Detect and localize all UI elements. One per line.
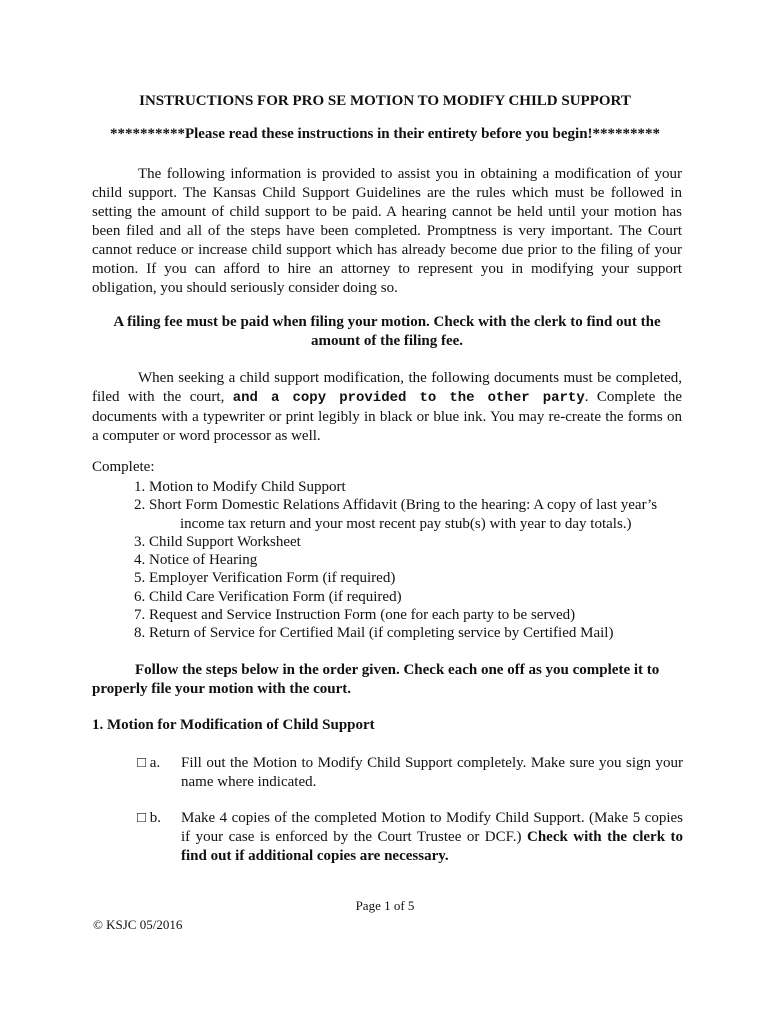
- checklist-item-text: Fill out the Motion to Modify Child Support completely. Make sure you sign your name where indicated.: [181, 755, 683, 790]
- document-title: INSTRUCTIONS FOR PRO SE MOTION TO MODIFY CHILD SUPPORT: [139, 93, 631, 109]
- section-heading-motion: 1. Motion for Modification of Child Support: [92, 717, 375, 733]
- complete-label: Complete:: [92, 459, 155, 475]
- copyright-notice: © KSJC 05/2016: [93, 917, 183, 932]
- checklist-item-b: [137, 809, 683, 866]
- filing-fee-notice: A filing fee must be paid when filing your motion. Check with the clerk to find out the amount of the filing fee.: [113, 314, 661, 349]
- documents-paragraph-part1: When seeking a child support modification, the following documents must be completed, filed with the court,: [92, 370, 682, 405]
- checkbox-marker[interactable]: □ b.: [137, 810, 162, 826]
- checklist-item-text: Make 4 copies of the completed Motion to Modify Child Support. (Make 5 copies if your case is enforced by the Court Trustee or DCF.): [181, 810, 683, 845]
- page-number: Page 1 of 5: [355, 898, 415, 913]
- checklist-item-a: [137, 754, 683, 792]
- list-item: 5. Employer Verification Form (if required): [134, 570, 396, 587]
- list-item: 8. Return of Service for Certified Mail (if completing service by Certified Mail): [134, 625, 614, 642]
- steps-intro: Follow the steps below in the order given. Check each one off as you complete it to properly file your motion with the court.: [92, 662, 660, 697]
- list-item: 3. Child Support Worksheet: [134, 533, 301, 550]
- required-documents-list: [134, 478, 694, 643]
- documents-paragraph: [92, 369, 682, 446]
- documents-paragraph-emphasis: and a copy provided to the other party: [232, 390, 585, 406]
- checkbox-marker[interactable]: □ a.: [137, 755, 161, 771]
- documents-paragraph-part2: . Complete the documents with a typewriter or print legibly in black or blue ink. You may re-create the forms on a computer or word processor as well.: [92, 389, 682, 444]
- intro-paragraph: The following information is provided to assist you in obtaining a modification of your child support. The Kansas Child Support Guidelines are the rules which must be followed in setting the amount of child support to be paid. A hearing cannot be held until your motion has been filed and all of the steps have been completed. Promptness is very important. The Court cannot reduce or increase child support which has already become due prior to the filing of your motion. If you can afford to hire an attorney to represent you in modifying your support obligation, you should seriously consider doing so.: [92, 166, 682, 296]
- checklist-item-bold: Check with the clerk to find out if additional copies are necessary.: [181, 829, 683, 864]
- list-item: 4. Notice of Hearing: [134, 552, 258, 569]
- list-item-continuation: income tax return and your most recent pay stub(s) with year to day totals.): [180, 515, 632, 532]
- read-instructions-notice: **********Please read these instructions in their entirety before you begin!*********: [109, 126, 661, 142]
- list-item: 7. Request and Service Instruction Form (one for each party to be served): [134, 607, 576, 624]
- list-item: 2. Short Form Domestic Relations Affidavit (Bring to the hearing: A copy of last year’s income tax return and your most recent pay stub(s) with year to day totals.): [134, 496, 694, 533]
- list-item: 6. Child Care Verification Form (if required): [134, 588, 402, 605]
- list-item: 1. Motion to Modify Child Support: [134, 479, 346, 495]
